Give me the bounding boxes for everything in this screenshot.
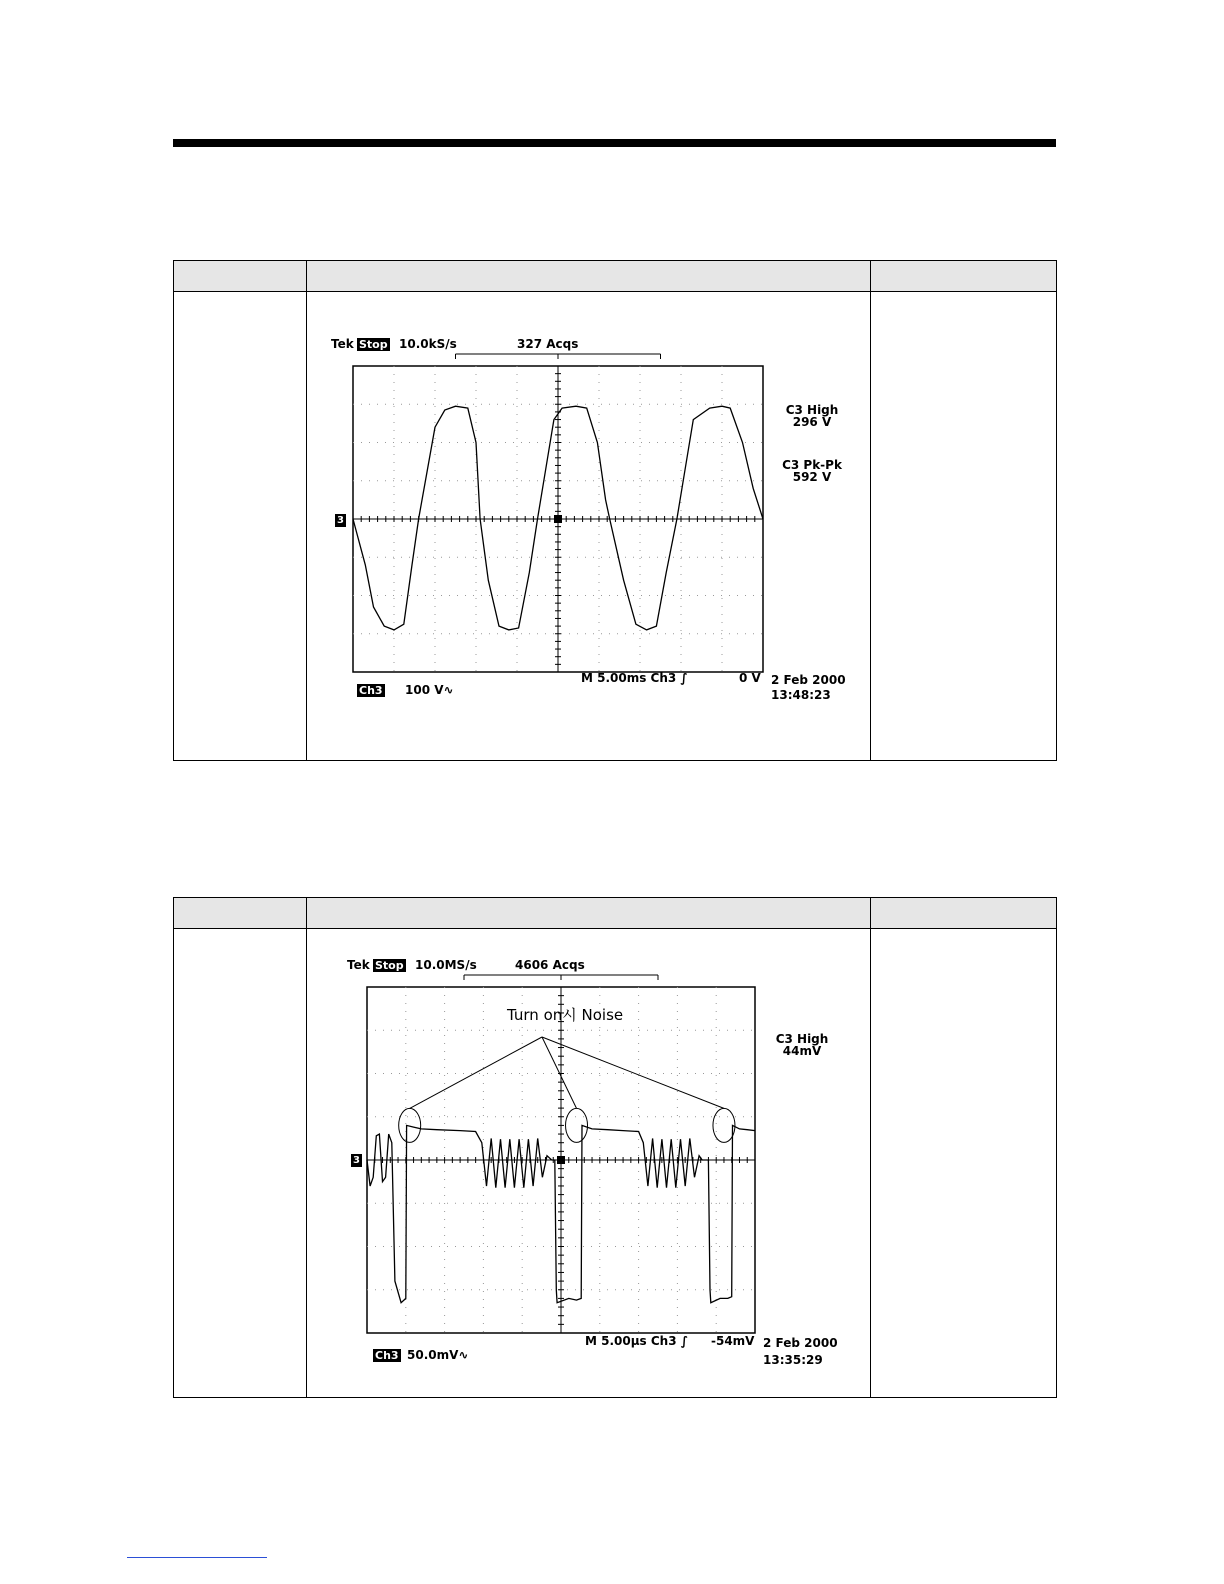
footer-link-underline <box>127 1557 267 1558</box>
header-cell <box>307 898 871 929</box>
noise-highlight-circle <box>399 1108 421 1142</box>
waveform-table-2 <box>173 897 1057 1398</box>
brand-label: Tek <box>331 337 354 351</box>
annotation-pointer <box>410 1037 542 1108</box>
oscilloscope-capture-2 <box>307 929 871 1397</box>
capture-date: 2 Feb 2000 <box>771 673 846 687</box>
measurement-1-name: C3 High <box>775 1032 829 1046</box>
label-cell <box>174 292 307 761</box>
note-cell <box>871 292 1057 761</box>
mode-badge: Stop <box>375 959 404 972</box>
table-row <box>174 292 1057 761</box>
trigger-position-marker <box>557 1156 565 1164</box>
timebase-readout: M 5.00µs Ch3 ∫ <box>585 1334 689 1348</box>
measurement-2-value: 592 V <box>792 470 832 484</box>
header-cell <box>871 261 1057 292</box>
header-cell <box>871 898 1057 929</box>
noise-highlight-circle <box>566 1108 588 1142</box>
annotation-pointer <box>542 1037 724 1108</box>
measurement-1-value: 296 V <box>792 415 832 429</box>
vertical-scale: 100 V∿ <box>405 683 454 697</box>
measurement-1-value: 44mV <box>782 1044 822 1058</box>
measurement-1-name: C3 High <box>785 403 839 417</box>
channel-badge: Ch3 <box>375 1349 399 1362</box>
sample-rate: 10.0kS/s <box>399 337 457 351</box>
mode-badge: Stop <box>359 338 388 351</box>
trigger-level: -54mV <box>711 1334 755 1348</box>
capture-time: 13:35:29 <box>763 1353 823 1367</box>
brand-label: Tek <box>347 958 370 972</box>
table-row <box>174 929 1057 1398</box>
header-cell <box>307 261 871 292</box>
acquisition-count: 327 Acqs <box>517 337 579 351</box>
timebase-readout: M 5.00ms Ch3 ∫ <box>581 671 688 685</box>
capture-date: 2 Feb 2000 <box>763 1336 838 1350</box>
acquisition-count: 4606 Acqs <box>515 958 585 972</box>
ground-reference-marker: 3 <box>337 515 344 526</box>
oscilloscope-capture-1 <box>307 292 871 760</box>
header-cell <box>174 898 307 929</box>
trigger-position-marker <box>554 515 562 523</box>
measurement-2-name: C3 Pk-Pk <box>782 458 842 472</box>
table-header-row <box>174 898 1057 929</box>
ground-reference-marker: 3 <box>353 1155 360 1166</box>
top-rule <box>173 139 1056 147</box>
scope-cell <box>307 929 871 1398</box>
note-cell <box>871 929 1057 1398</box>
sample-rate: 10.0MS/s <box>415 958 477 972</box>
scope-cell <box>307 292 871 761</box>
vertical-scale: 50.0mV∿ <box>407 1348 469 1362</box>
waveform-table-1 <box>173 260 1057 761</box>
channel-badge: Ch3 <box>359 684 383 697</box>
capture-time: 13:48:23 <box>771 688 831 702</box>
oscilloscope-screen-2 <box>307 929 871 1397</box>
label-cell <box>174 929 307 1398</box>
noise-annotation: Turn on시 Noise <box>507 1006 624 1024</box>
trigger-level: 0 V <box>739 671 761 685</box>
table-header-row <box>174 261 1057 292</box>
noise-highlight-circle <box>713 1108 735 1142</box>
header-cell <box>174 261 307 292</box>
